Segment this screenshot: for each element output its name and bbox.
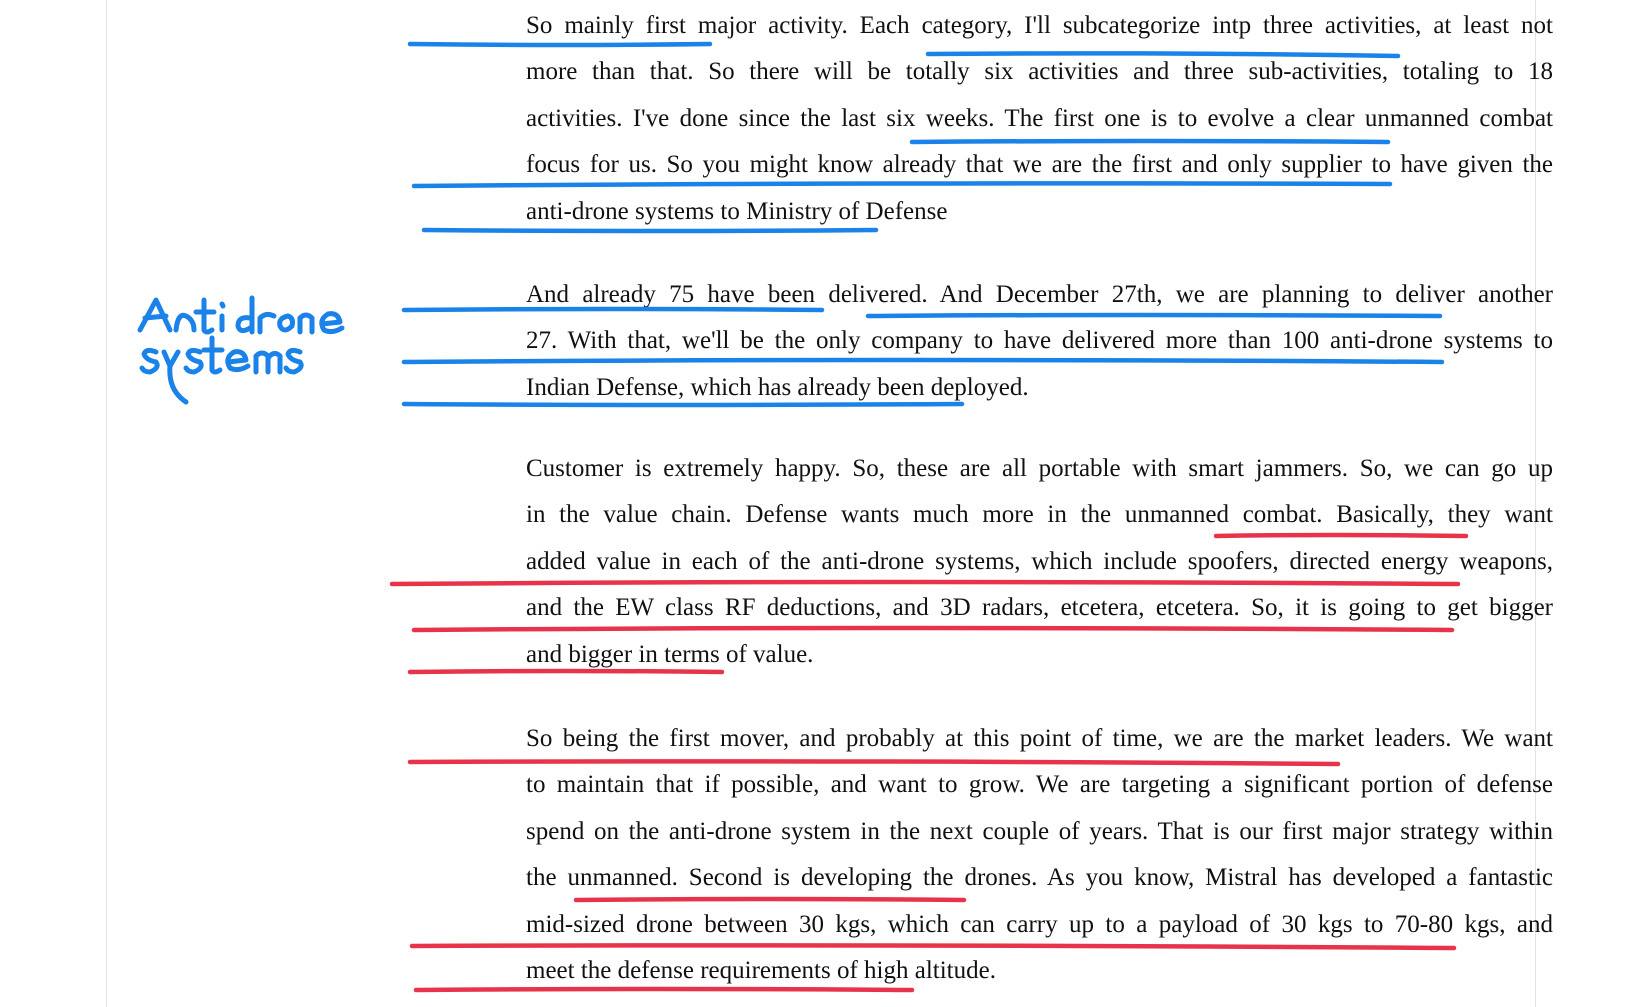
paragraph-line: to maintain that if possible, and want to grow. We are targeting a significant portion of defense bbox=[526, 771, 1553, 799]
paragraph-line: So being the first mover, and probably at this point of time, we are the market leaders. We want bbox=[526, 725, 1553, 752]
paragraph-line: the unmanned. Second is developing the drones. As you know, Mistral has developed a fantastic bbox=[526, 864, 1553, 892]
paragraph-1 bbox=[526, 3, 1553, 235]
paragraph-line: more than that. So there will be totally six activities and three sub-activities, totaling to 18 bbox=[526, 58, 1553, 86]
paragraph-line: And already 75 have been delivered. And December 27th, we are planning to deliver another bbox=[526, 281, 1553, 308]
paragraph-4 bbox=[526, 716, 1553, 994]
paragraph-line: in the value chain. Defense wants much more in the unmanned combat. Basically, they want bbox=[526, 501, 1553, 529]
paragraph-2 bbox=[526, 272, 1553, 411]
paragraph-line: So mainly first major activity. Each category, I'll subcategorize intp three activities, at least not bbox=[526, 12, 1553, 39]
document-page bbox=[106, 0, 1553, 1007]
paragraph-line: meet the defense requirements of high altitude. bbox=[526, 956, 996, 984]
paragraph-line: 27. With that, we'll be the only company to have delivered more than 100 anti-drone systems to bbox=[526, 327, 1553, 355]
paragraph-line: spend on the anti-drone system in the next couple of years. That is our first major strategy within bbox=[526, 817, 1553, 845]
paragraph-line: mid-sized drone between 30 kgs, which can carry up to a payload of 30 kgs to 70-80 kgs, and bbox=[526, 910, 1553, 938]
paragraph-line: Customer is extremely happy. So, these are all portable with smart jammers. So, we can go up bbox=[526, 455, 1553, 482]
paragraph-line: added value in each of the anti-drone systems, which include spoofers, directed energy weapons, bbox=[526, 547, 1553, 575]
paragraph-line: anti-drone systems to Ministry of Defense bbox=[526, 197, 948, 225]
paragraph-3 bbox=[526, 446, 1553, 678]
paragraph-line: and the EW class RF deductions, and 3D radars, etcetera, etcetera. So, it is going to get bigger bbox=[526, 594, 1553, 622]
paragraph-line: and bigger in terms of value. bbox=[526, 640, 814, 668]
paragraph-line: activities. I've done since the last six weeks. The first one is to evolve a clear unmanned combat bbox=[526, 104, 1553, 132]
paragraph-line: Indian Defense, which has already been deployed. bbox=[526, 373, 1029, 401]
paragraph-line: focus for us. So you might know already that we are the first and only supplier to have given the bbox=[526, 151, 1553, 179]
